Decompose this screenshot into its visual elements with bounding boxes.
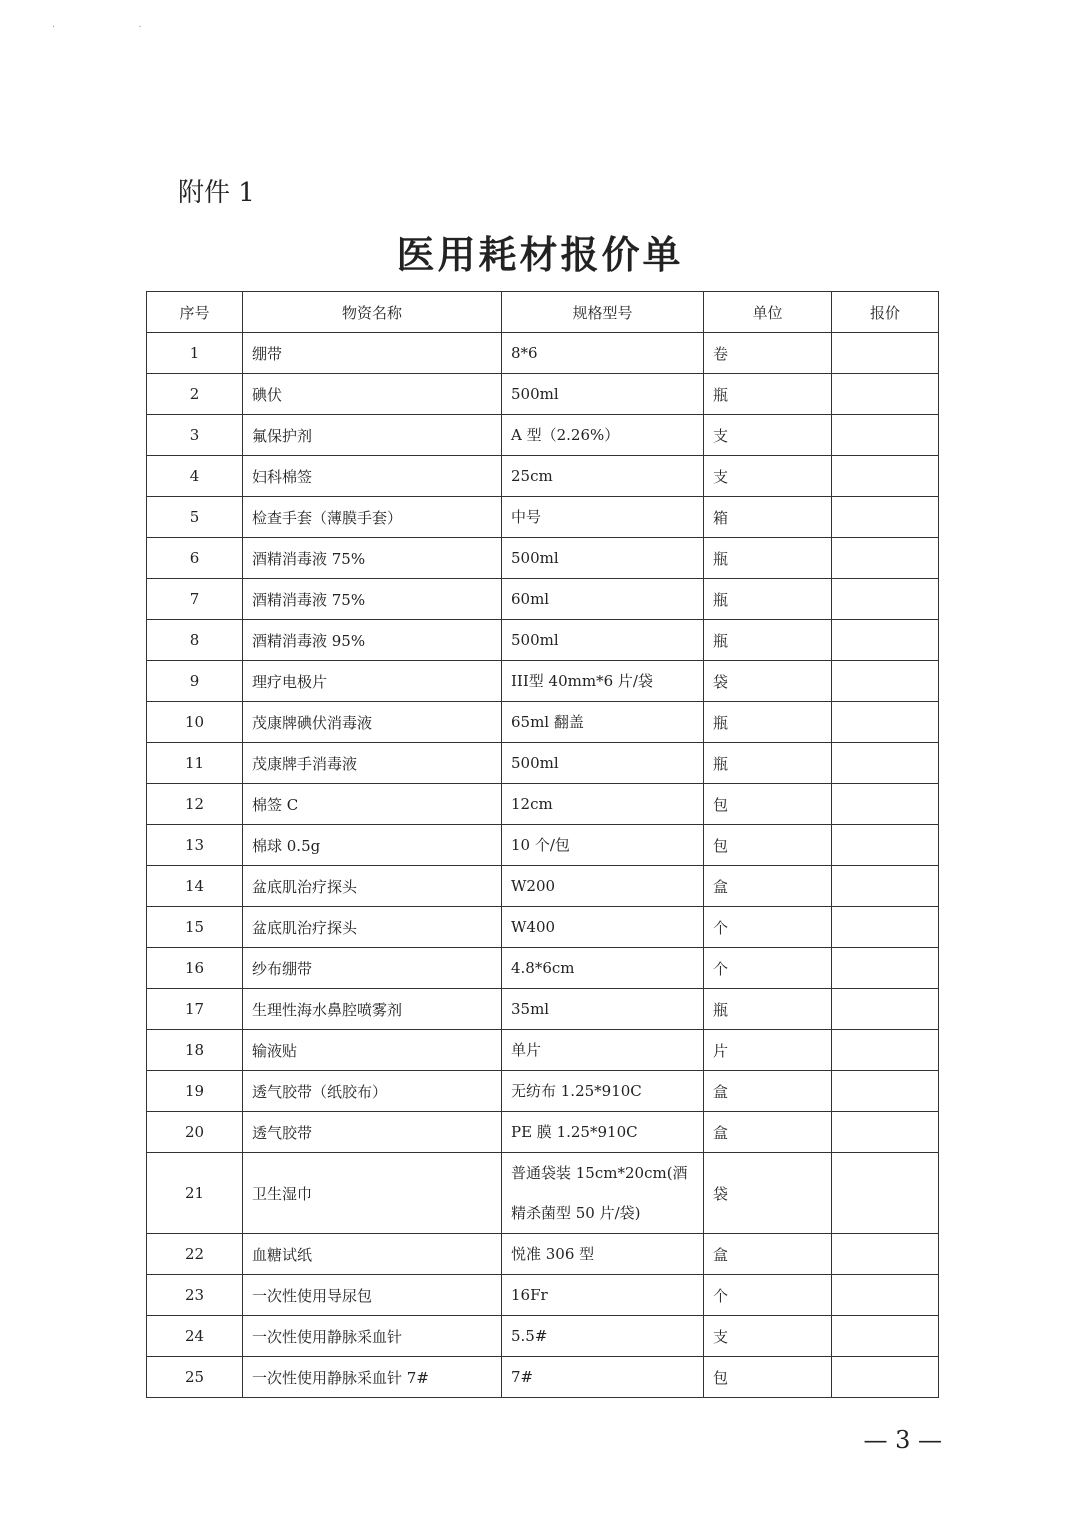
cell-unit: 片 — [704, 1030, 832, 1071]
cell-name: 酒精消毒液 75% — [243, 579, 502, 620]
cell-unit: 瓶 — [704, 620, 832, 661]
cell-seq: 4 — [147, 456, 243, 497]
cell-seq: 25 — [147, 1357, 243, 1398]
cell-name: 理疗电极片 — [243, 661, 502, 702]
cell-unit: 盒 — [704, 1071, 832, 1112]
cell-seq: 24 — [147, 1316, 243, 1357]
cell-name: 碘伏 — [243, 374, 502, 415]
cell-name: 茂康牌手消毒液 — [243, 743, 502, 784]
cell-spec: 7# — [502, 1357, 704, 1398]
cell-spec: 5.5# — [502, 1316, 704, 1357]
table-row — [147, 825, 939, 866]
cell-unit: 盒 — [704, 866, 832, 907]
table-row — [147, 374, 939, 415]
cell-name: 透气胶带（纸胶布） — [243, 1071, 502, 1112]
cell-price — [832, 661, 939, 702]
cell-unit: 包 — [704, 1357, 832, 1398]
table-row — [147, 1234, 939, 1275]
cell-price — [832, 907, 939, 948]
cell-spec: 普通袋装 15cm*20cm(酒精杀菌型 50 片/袋) — [502, 1153, 704, 1234]
cell-name: 棉球 0.5g — [243, 825, 502, 866]
table-row — [147, 456, 939, 497]
table-row — [147, 497, 939, 538]
cell-unit: 个 — [704, 907, 832, 948]
cell-spec: 25cm — [502, 456, 704, 497]
cell-seq: 18 — [147, 1030, 243, 1071]
cell-seq: 20 — [147, 1112, 243, 1153]
table-row — [147, 907, 939, 948]
cell-seq: 23 — [147, 1275, 243, 1316]
cell-unit: 箱 — [704, 497, 832, 538]
cell-spec: 500ml — [502, 374, 704, 415]
column-header-spec: 规格型号 — [502, 292, 704, 333]
cell-name: 妇科棉签 — [243, 456, 502, 497]
cell-spec: 35ml — [502, 989, 704, 1030]
table-row — [147, 1071, 939, 1112]
table-row — [147, 1316, 939, 1357]
cell-name: 一次性使用静脉采血针 7# — [243, 1357, 502, 1398]
cell-spec: 中号 — [502, 497, 704, 538]
cell-spec: 65ml 翻盖 — [502, 702, 704, 743]
cell-unit: 卷 — [704, 333, 832, 374]
cell-name: 茂康牌碘伏消毒液 — [243, 702, 502, 743]
cell-seq: 9 — [147, 661, 243, 702]
cell-name: 检查手套（薄膜手套） — [243, 497, 502, 538]
table-row — [147, 333, 939, 374]
cell-seq: 19 — [147, 1071, 243, 1112]
table-row — [147, 1153, 939, 1234]
attachment-label: 附件 1 — [178, 178, 255, 208]
cell-price — [832, 1316, 939, 1357]
cell-spec: 500ml — [502, 620, 704, 661]
cell-unit: 盒 — [704, 1112, 832, 1153]
table-row — [147, 743, 939, 784]
cell-seq: 14 — [147, 866, 243, 907]
column-header-name: 物资名称 — [243, 292, 502, 333]
cell-seq: 10 — [147, 702, 243, 743]
page-title: 医用耗材报价单 — [396, 233, 684, 277]
page-number: — 3 — — [863, 1426, 942, 1454]
column-header-price: 报价 — [832, 292, 939, 333]
table-row — [147, 661, 939, 702]
cell-unit: 支 — [704, 1316, 832, 1357]
cell-name: 一次性使用静脉采血针 — [243, 1316, 502, 1357]
cell-unit: 包 — [704, 825, 832, 866]
cell-price — [832, 784, 939, 825]
cell-seq: 17 — [147, 989, 243, 1030]
cell-seq: 2 — [147, 374, 243, 415]
cell-price — [832, 948, 939, 989]
cell-name: 氟保护剂 — [243, 415, 502, 456]
cell-seq: 22 — [147, 1234, 243, 1275]
table-row — [147, 1112, 939, 1153]
cell-seq: 13 — [147, 825, 243, 866]
scan-marks: · · — [52, 22, 182, 33]
cell-name: 透气胶带 — [243, 1112, 502, 1153]
cell-spec: 无纺布 1.25*910C — [502, 1071, 704, 1112]
table-row — [147, 989, 939, 1030]
cell-unit: 瓶 — [704, 743, 832, 784]
cell-unit: 支 — [704, 456, 832, 497]
table-row — [147, 579, 939, 620]
cell-name: 生理性海水鼻腔喷雾剂 — [243, 989, 502, 1030]
cell-price — [832, 579, 939, 620]
cell-name: 棉签 C — [243, 784, 502, 825]
cell-unit: 盒 — [704, 1234, 832, 1275]
cell-spec: 60ml — [502, 579, 704, 620]
cell-seq: 5 — [147, 497, 243, 538]
cell-spec: 8*6 — [502, 333, 704, 374]
cell-spec: 500ml — [502, 538, 704, 579]
cell-price — [832, 1153, 939, 1234]
table-body — [147, 333, 939, 1398]
cell-price — [832, 825, 939, 866]
cell-spec: 500ml — [502, 743, 704, 784]
cell-seq: 12 — [147, 784, 243, 825]
cell-name: 盆底肌治疗探头 — [243, 866, 502, 907]
cell-spec: 10 个/包 — [502, 825, 704, 866]
cell-unit: 个 — [704, 948, 832, 989]
cell-name: 酒精消毒液 75% — [243, 538, 502, 579]
cell-name: 一次性使用导尿包 — [243, 1275, 502, 1316]
cell-price — [832, 374, 939, 415]
table-row — [147, 620, 939, 661]
cell-price — [832, 620, 939, 661]
cell-price — [832, 1112, 939, 1153]
cell-price — [832, 333, 939, 374]
table-row — [147, 866, 939, 907]
table-row — [147, 948, 939, 989]
table-row — [147, 1030, 939, 1071]
cell-price — [832, 702, 939, 743]
table-row — [147, 702, 939, 743]
cell-seq: 15 — [147, 907, 243, 948]
cell-seq: 8 — [147, 620, 243, 661]
cell-seq: 3 — [147, 415, 243, 456]
cell-name: 血糖试纸 — [243, 1234, 502, 1275]
cell-price — [832, 415, 939, 456]
cell-unit: 瓶 — [704, 989, 832, 1030]
table-row — [147, 784, 939, 825]
cell-price — [832, 456, 939, 497]
cell-seq: 7 — [147, 579, 243, 620]
cell-seq: 21 — [147, 1153, 243, 1234]
column-header-seq: 序号 — [147, 292, 243, 333]
cell-name: 输液贴 — [243, 1030, 502, 1071]
cell-unit: 袋 — [704, 661, 832, 702]
table-row — [147, 538, 939, 579]
cell-spec: 悦准 306 型 — [502, 1234, 704, 1275]
cell-unit: 瓶 — [704, 579, 832, 620]
cell-seq: 1 — [147, 333, 243, 374]
table-header-row — [147, 292, 939, 333]
cell-unit: 袋 — [704, 1153, 832, 1234]
cell-name: 酒精消毒液 95% — [243, 620, 502, 661]
cell-unit: 瓶 — [704, 538, 832, 579]
cell-spec: W200 — [502, 866, 704, 907]
cell-price — [832, 989, 939, 1030]
cell-seq: 11 — [147, 743, 243, 784]
cell-unit: 瓶 — [704, 374, 832, 415]
cell-price — [832, 1357, 939, 1398]
cell-seq: 16 — [147, 948, 243, 989]
cell-price — [832, 1071, 939, 1112]
cell-seq: 6 — [147, 538, 243, 579]
column-header-unit: 单位 — [704, 292, 832, 333]
cell-spec: 4.8*6cm — [502, 948, 704, 989]
cell-price — [832, 866, 939, 907]
cell-price — [832, 497, 939, 538]
cell-unit: 支 — [704, 415, 832, 456]
cell-spec: 12cm — [502, 784, 704, 825]
cell-price — [832, 1030, 939, 1071]
table-row — [147, 1275, 939, 1316]
cell-spec: A 型（2.26%） — [502, 415, 704, 456]
cell-price — [832, 1275, 939, 1316]
cell-spec: III型 40mm*6 片/袋 — [502, 661, 704, 702]
price-quote-table — [146, 291, 939, 1398]
table-row — [147, 1357, 939, 1398]
cell-name: 绷带 — [243, 333, 502, 374]
table-row — [147, 415, 939, 456]
cell-price — [832, 538, 939, 579]
cell-spec: 单片 — [502, 1030, 704, 1071]
cell-spec: 16Fr — [502, 1275, 704, 1316]
cell-spec: W400 — [502, 907, 704, 948]
cell-price — [832, 743, 939, 784]
cell-price — [832, 1234, 939, 1275]
cell-name: 卫生湿巾 — [243, 1153, 502, 1234]
cell-unit: 包 — [704, 784, 832, 825]
cell-name: 纱布绷带 — [243, 948, 502, 989]
cell-spec: PE 膜 1.25*910C — [502, 1112, 704, 1153]
cell-name: 盆底肌治疗探头 — [243, 907, 502, 948]
cell-unit: 瓶 — [704, 702, 832, 743]
cell-unit: 个 — [704, 1275, 832, 1316]
